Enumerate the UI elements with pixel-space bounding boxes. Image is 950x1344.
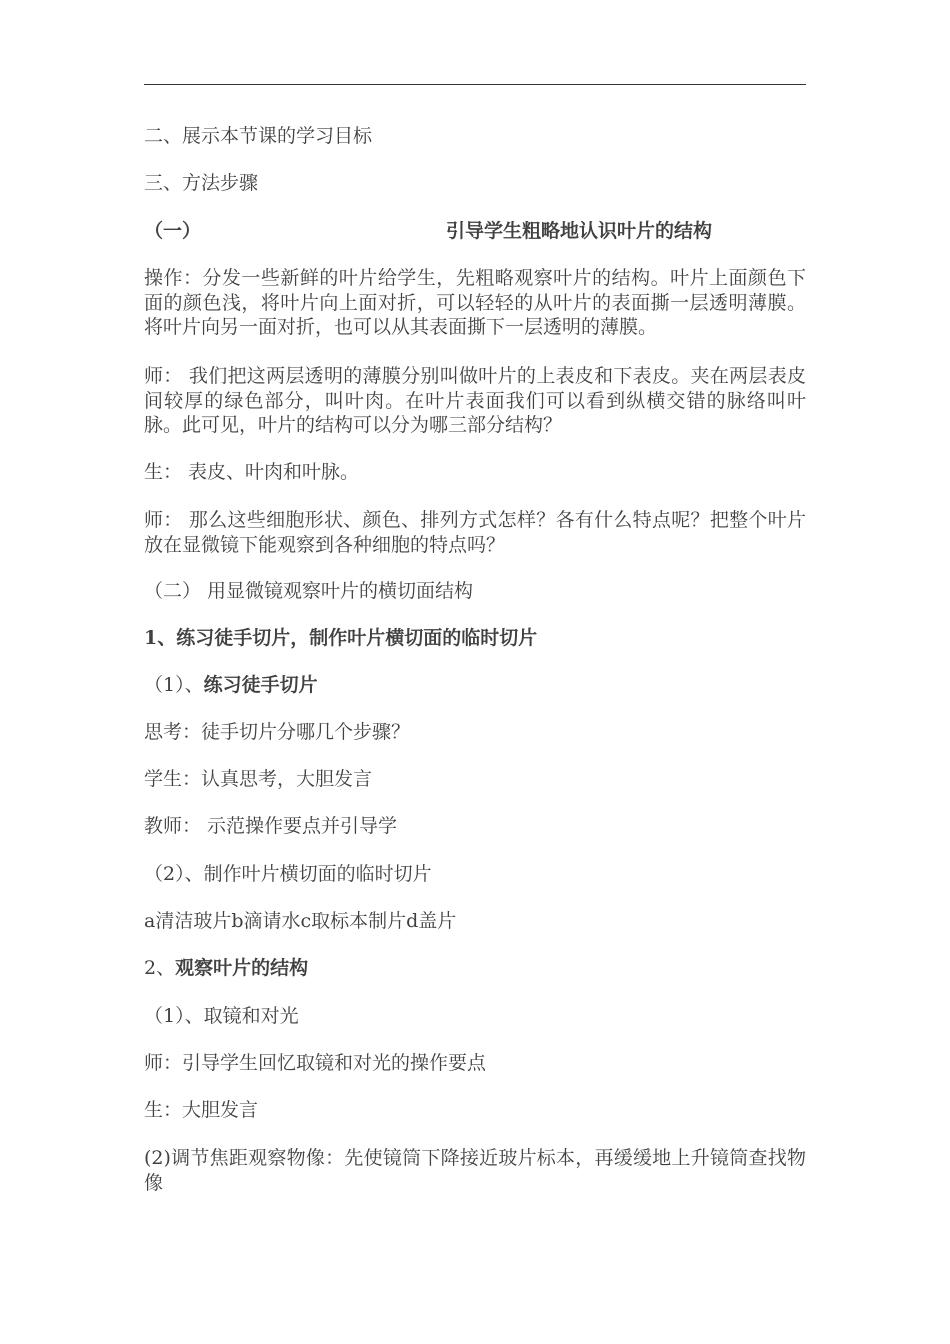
section-heading-1 xyxy=(144,220,806,243)
line-teacher-demo: 教师： 示范操作要点并引导学 xyxy=(144,815,398,837)
line-think: 思考：徒手切片分哪几个步骤？ xyxy=(144,721,411,743)
subheading-microscope-light: （1）、取镜和对光 xyxy=(144,1005,299,1027)
paragraph-operation: 操作：分发一些新鲜的叶片给学生，先粗略观察叶片的结构。叶片上面颜色下面的颜色浅，将叶片向上面对折，可以轻轻的从叶片的表面撕一层透明薄膜。将叶片向另一面对折，也可以从其表面撕下一层透明的薄膜。 xyxy=(144,267,806,338)
section-heading-1-title: 引导学生粗略地认识叶片的结构 xyxy=(446,220,713,242)
section-heading-2: （二） 用显微镜观察叶片的横切面结构 xyxy=(144,580,474,602)
line-teacher-guide: 师：引导学生回忆取镜和对光的操作要点 xyxy=(144,1052,487,1074)
subheading-practice-prefix: （1）、 xyxy=(144,674,204,696)
paragraph-teacher-1: 师： 我们把这两层透明的薄膜分别叫做叶片的上表皮和下表皮。夹在两层表皮间较厚的绿色部分，叫叶肉。在叶片表面我们可以看到纵横交错的脉络叫叶脉。此可见，叶片的结构可以分为哪三部分结构？ xyxy=(144,365,806,436)
heading-observe-leaf xyxy=(144,957,806,980)
line-student-speak: 生：大胆发言 xyxy=(144,1099,259,1121)
heading-observe-leaf-title: 观察叶片的结构 xyxy=(175,957,309,979)
subheading-practice xyxy=(144,674,806,697)
line-method-steps: 三、方法步骤 xyxy=(144,172,259,194)
paragraph-focus: (2)调节焦距观察物像：先使镜筒下降接近玻片标本，再缓缓地上升镜筒查找物像 xyxy=(144,1147,806,1194)
subheading-practice-title: 练习徒手切片 xyxy=(203,674,318,696)
header-rule xyxy=(144,84,806,85)
paragraph-teacher-2: 师： 那么这些细胞形状、颜色、排列方式怎样？各有什么特点呢？把整个叶片放在显微镜下能观察到各种细胞的特点吗？ xyxy=(144,509,806,556)
section-heading-1-prefix: （一） xyxy=(144,220,202,242)
heading-freehand-section: 1、练习徒手切片，制作叶片横切面的临时切片 xyxy=(144,627,538,649)
heading-observe-leaf-prefix: 2、 xyxy=(144,957,176,979)
line-student-think: 学生：认真思考，大胆发言 xyxy=(144,768,373,790)
line-learning-goals: 二、展示本节课的学习目标 xyxy=(144,125,373,147)
line-student-answer-1: 生： 表皮、叶肉和叶脉。 xyxy=(144,461,360,483)
line-steps-abcd: a清洁玻片b滴请水c取标本制片d盖片 xyxy=(144,910,457,932)
subheading-make-slide: （2）、制作叶片横切面的临时切片 xyxy=(144,863,432,885)
